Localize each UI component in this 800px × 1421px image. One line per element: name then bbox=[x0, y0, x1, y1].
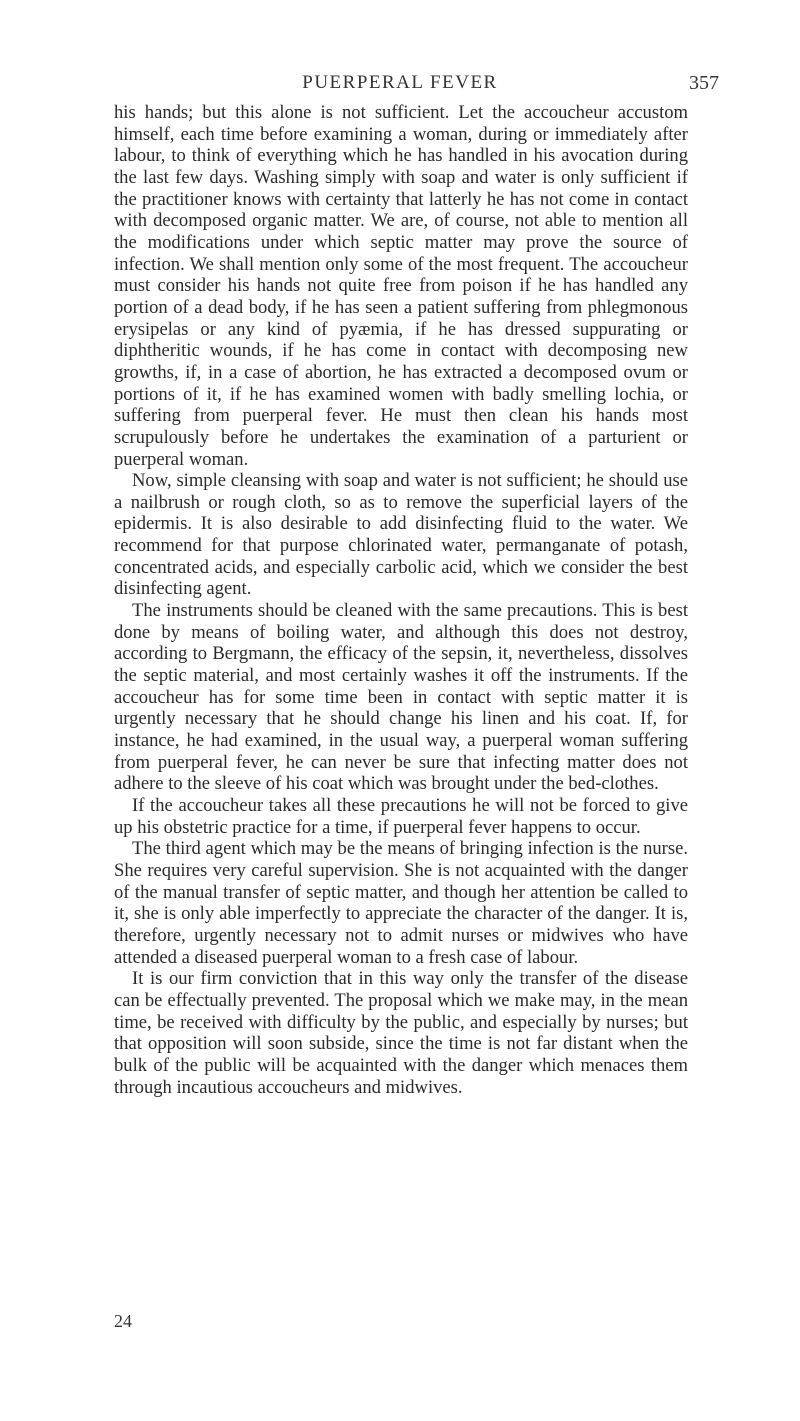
paragraph: The instruments should be cleaned with the same precautions. This is best done by means of boiling water, and although this does not destroy, according to Bergmann, the efficacy of the sepsin, it, nevertheless, dissolves the septic material, and most certainly washes it off the instruments. If the accoucheur has for some time been in contact with septic matter it is urgently necessary that he should change his linen and his coat. If, for instance, he had examined, in the usual way, a puerperal woman suffering from puerperal fever, he can never be sure that infecting matter does not adhere to the sleeve of his coat which was brought under the bed-clothes. bbox=[114, 600, 688, 795]
page-header bbox=[0, 72, 800, 102]
running-head: PUERPERAL FEVER bbox=[302, 72, 498, 93]
paragraph: The third agent which may be the means of bringing infection is the nurse. She requires very careful supervision. She is not acquainted with the danger of the manual transfer of septic matter, and though her attention be called to it, she is only able imperfectly to appreciate the character of the danger. It is, therefore, urgently necessary not to admit nurses or midwives who have attended a diseased puerperal woman to a fresh case of labour. bbox=[114, 838, 688, 968]
paragraph: If the accoucheur takes all these precautions he will not be forced to give up his obstetric practice for a time, if puerperal fever happens to occur. bbox=[114, 795, 688, 838]
paragraph: his hands; but this alone is not sufficient. Let the accoucheur accustom himself, each time before examining a woman, during or immediately after labour, to think of everything which he has handled in his avocation during the last few days. Washing simply with soap and water is only sufficient if the practitioner knows with certainty that latterly he has not come in contact with decomposed organic matter. We are, of course, not able to mention all the modifications under which septic matter may prove the source of infection. We shall mention only some of the most frequent. The accoucheur must consider his hands not quite free from poison if he has handled any portion of a dead body, if he has seen a patient suffering from phlegmonous erysipelas or any kind of pyæmia, if he has dressed suppurating or diphtheritic wounds, if he has come in contact with decomposing new growths, if, in a case of abortion, he has extracted a decomposed ovum or portions of it, if he has examined women with badly smelling lochia, or suffering from puerperal fever. He must then clean his hands most scrupulously before he undertakes the examination of a parturient or puerperal woman. bbox=[114, 102, 688, 470]
paragraph: It is our firm conviction that in this way only the transfer of the disease can be effectually prevented. The proposal which we make may, in the mean time, be received with difficulty by the public, and especially by nurses; but that opposition will soon subside, since the time is not far distant when the bulk of the public will be acquainted with the danger which menaces them through incautious accoucheurs and midwives. bbox=[114, 968, 688, 1098]
page-number: 357 bbox=[689, 72, 719, 94]
signature-mark: 24 bbox=[114, 1311, 132, 1331]
body-text bbox=[114, 102, 688, 1098]
paragraph: Now, simple cleansing with soap and water is not sufficient; he should use a nailbrush or rough cloth, so as to remove the superficial layers of the epidermis. It is also desirable to add disinfecting fluid to the water. We recommend for that purpose chlorinated water, permanganate of potash, concentrated acids, and especially carbolic acid, which we consider the best disinfecting agent. bbox=[114, 470, 688, 600]
